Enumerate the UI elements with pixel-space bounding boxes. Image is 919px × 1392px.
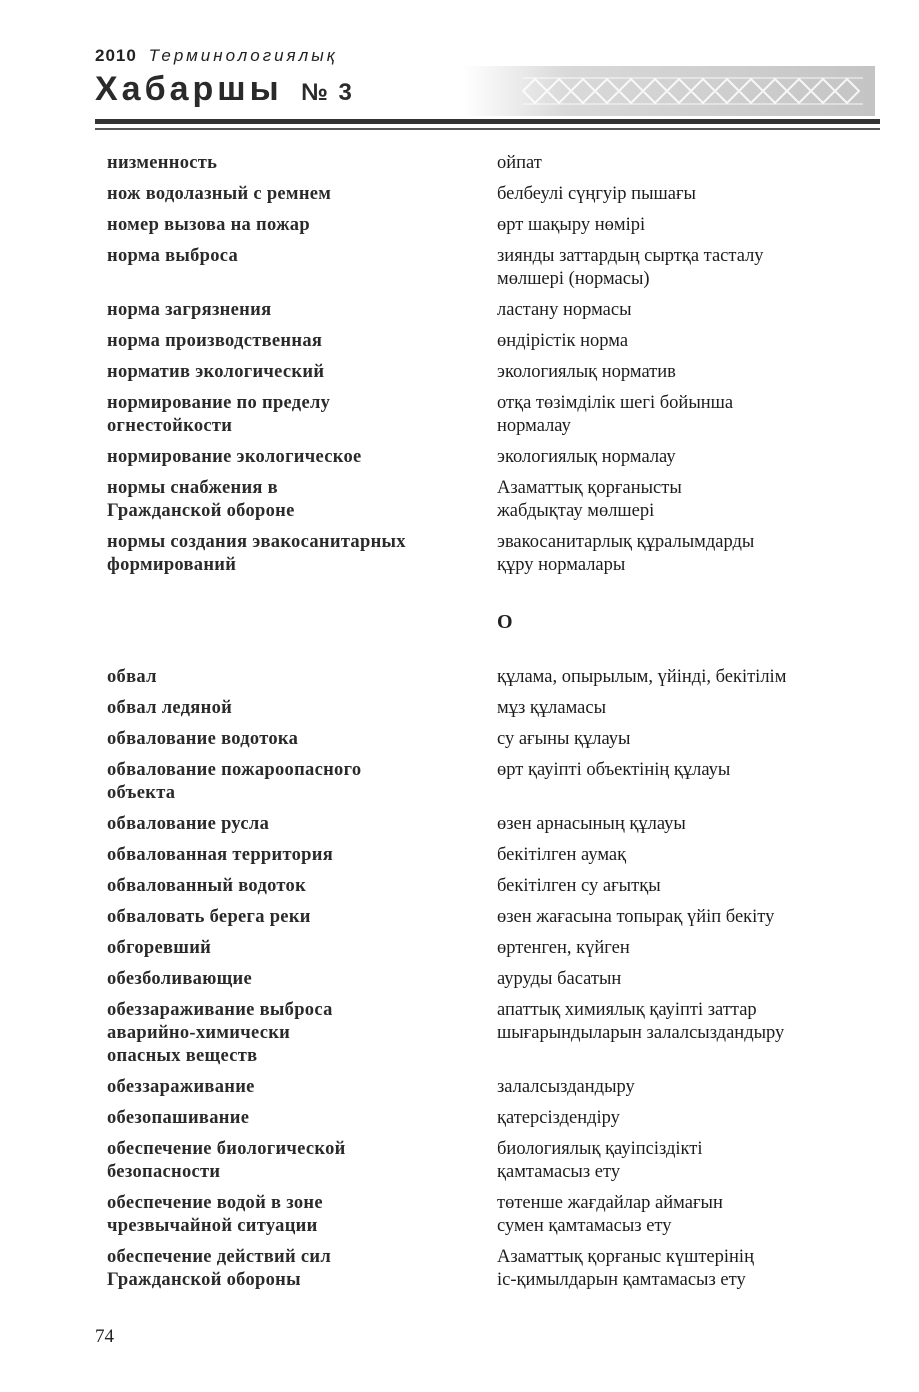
header-title-line	[95, 70, 354, 109]
term-russian: обвалованный водоток	[107, 876, 307, 896]
term-kazakh: мұз құламасы	[497, 698, 607, 718]
glossary-entry	[107, 152, 867, 175]
term-russian: норма загрязнения	[107, 300, 272, 320]
term-kazakh: эвакосанитарлық құралымдарды құру нормалары	[497, 532, 755, 575]
term-kazakh: төтенше жағдайлар аймағын сумен қамтамасыз ету	[497, 1193, 723, 1236]
glossary-entry	[107, 937, 867, 960]
term-kazakh: құлама, опырылым, үйінді, бекітілім	[497, 667, 787, 687]
term-russian: обвалование водотока	[107, 729, 299, 749]
header-rule-thick	[95, 119, 880, 124]
glossary-entry	[107, 813, 867, 836]
term-kazakh: ластану нормасы	[497, 300, 632, 320]
term-kazakh: экологиялық норматив	[497, 362, 676, 382]
term-russian: нормы создания эвакосанитарных формирований	[107, 532, 406, 575]
term-russian: обезболивающие	[107, 969, 253, 989]
glossary-entry	[107, 392, 867, 438]
term-russian: низменность	[107, 153, 218, 173]
header-rule-thin	[95, 128, 880, 130]
term-kazakh: қатерсіздендіру	[497, 1108, 620, 1128]
term-russian: обеззараживание выброса аварийно-химически опасных веществ	[107, 1000, 333, 1066]
glossary-entry	[107, 214, 867, 237]
term-russian: обеззараживание	[107, 1077, 255, 1097]
term-russian: обвал ледяной	[107, 698, 233, 718]
term-kazakh: су ағыны құлауы	[497, 729, 631, 749]
section-letter-o: О	[497, 611, 513, 633]
term-russian: норма выброса	[107, 246, 239, 266]
glossary-entry	[107, 906, 867, 929]
glossary-entry	[107, 330, 867, 353]
term-russian: номер вызова на пожар	[107, 215, 310, 235]
term-russian: обваловать берега реки	[107, 907, 311, 927]
term-kazakh: Азаматтық қорғанысты жабдықтау мөлшері	[497, 478, 682, 521]
glossary-entry	[107, 477, 867, 523]
term-kazakh: өрт шақыру нөмірі	[497, 215, 646, 235]
term-kazakh: ауруды басатын	[497, 969, 622, 989]
term-kazakh: ойпат	[497, 153, 542, 173]
glossary-entry	[107, 875, 867, 898]
glossary-entry	[107, 1192, 867, 1238]
term-kazakh: өзен арнасының құлауы	[497, 814, 686, 834]
glossary-entry	[107, 299, 867, 322]
glossary-entry	[107, 999, 867, 1068]
term-kazakh: өртенген, күйген	[497, 938, 630, 958]
glossary-entry	[107, 245, 867, 291]
term-russian: обвалованная территория	[107, 845, 334, 865]
term-kazakh: биологиялық қауіпсіздікті қамтамасыз ету	[497, 1139, 703, 1182]
term-kazakh: зиянды заттардың сыртқа тасталу мөлшері (нормасы)	[497, 246, 764, 289]
term-kazakh: өзен жағасына топырақ үйіп бекіту	[497, 907, 775, 927]
header-subtitle: Терминологиялық	[148, 46, 338, 65]
term-russian: нормирование экологическое	[107, 447, 362, 467]
glossary-entry	[107, 446, 867, 469]
term-russian: норма производственная	[107, 331, 323, 351]
term-russian: обгоревший	[107, 938, 212, 958]
term-russian: норматив экологический	[107, 362, 325, 382]
glossary-section-o	[107, 666, 867, 1300]
term-russian: обеспечение водой в зоне чрезвычайной ситуации	[107, 1193, 323, 1236]
term-kazakh: апаттық химиялық қауіпті заттар шығарындыларын залалсыздандыру	[497, 1000, 785, 1043]
term-russian: обвал	[107, 667, 157, 687]
journal-title: Хабаршы	[95, 70, 283, 108]
term-russian: нормы снабжения в Гражданской обороне	[107, 478, 295, 521]
glossary-entry	[107, 531, 867, 577]
ornament-pattern-icon	[463, 66, 875, 116]
term-kazakh: бекітілген су ағытқы	[497, 876, 661, 896]
issue-number: № 3	[301, 79, 354, 106]
term-kazakh: өрт қауіпті объектінің құлауы	[497, 760, 731, 780]
term-russian: обвалование русла	[107, 814, 270, 834]
glossary-entry	[107, 968, 867, 991]
glossary-section-n	[107, 152, 867, 585]
glossary-entry	[107, 183, 867, 206]
term-kazakh: экологиялық нормалау	[497, 447, 676, 467]
ornament-band	[463, 66, 875, 116]
term-kazakh: отқа төзімділік шегі бойынша нормалау	[497, 393, 734, 436]
term-kazakh: өндірістік норма	[497, 331, 629, 351]
glossary-entry	[107, 759, 867, 805]
term-kazakh: Азаматтық қорғаныс күштерінің іс-қимылдарын қамтамасыз ету	[497, 1247, 754, 1290]
glossary-entry	[107, 1246, 867, 1292]
glossary-entry	[107, 1107, 867, 1130]
term-russian: обеспечение действий сил Гражданской обороны	[107, 1247, 332, 1290]
term-russian: обеспечение биологической безопасности	[107, 1139, 346, 1182]
glossary-entry	[107, 844, 867, 867]
header-top-line	[95, 46, 338, 66]
glossary-entry	[107, 361, 867, 384]
term-kazakh: белбеулі сүңгуір пышағы	[497, 184, 696, 204]
term-kazakh: бекітілген аумақ	[497, 845, 627, 865]
term-russian: нож водолазный с ремнем	[107, 184, 332, 204]
glossary-entry	[107, 1138, 867, 1184]
glossary-entry	[107, 697, 867, 720]
term-russian: обезопашивание	[107, 1108, 250, 1128]
glossary-entry	[107, 1076, 867, 1099]
glossary-entry	[107, 666, 867, 689]
header-year: 2010	[95, 46, 137, 65]
glossary-entry	[107, 728, 867, 751]
term-russian: нормирование по пределу огнестойкости	[107, 393, 331, 436]
term-kazakh: залалсыздандыру	[497, 1077, 635, 1097]
page-number: 74	[95, 1326, 114, 1347]
term-russian: обвалование пожароопасного объекта	[107, 760, 362, 803]
page-header	[95, 40, 880, 140]
